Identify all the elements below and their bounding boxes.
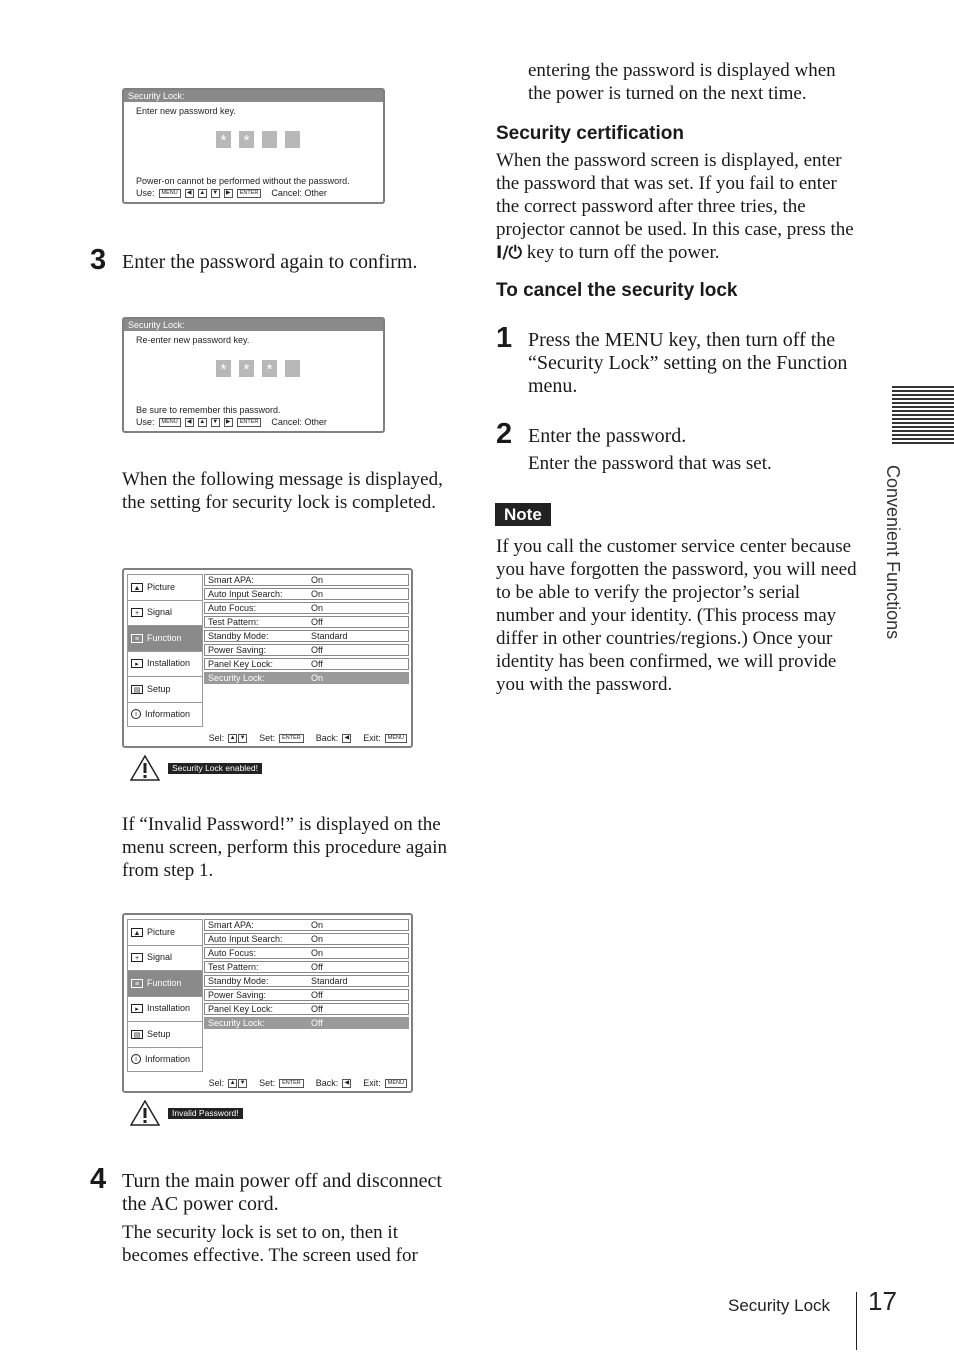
- menu-item-label: Installation: [147, 658, 191, 668]
- password-char: [262, 131, 277, 148]
- power-key-icon: I/⏻: [496, 243, 522, 263]
- menu-item-signal: [127, 945, 203, 971]
- step-number: 2: [496, 418, 513, 450]
- step-text: Press the MENU key, then turn off the “Security Lock” setting on the Function menu.: [528, 329, 848, 397]
- setting-label: Panel Key Lock:: [208, 1004, 274, 1014]
- menu-item-label: Picture: [147, 581, 176, 592]
- setting-row: [204, 947, 409, 959]
- setting-label: Panel Key Lock:: [208, 659, 274, 669]
- signal-icon: +: [131, 953, 143, 962]
- menu-item-installation: [127, 651, 203, 677]
- menu-sidebar: [127, 919, 203, 1072]
- setting-row: [204, 989, 409, 1001]
- menu-key-icon: MENU: [159, 418, 181, 427]
- menu-item-label: Signal: [147, 952, 173, 962]
- function-menu-enabled: [122, 568, 413, 748]
- setting-label: Security Lock:: [208, 673, 265, 683]
- left-arrow-icon: ◀: [185, 418, 194, 427]
- down-arrow-icon: ▼: [239, 1079, 246, 1086]
- setting-row: [204, 658, 409, 670]
- setting-label: Smart APA:: [208, 920, 254, 930]
- setting-value: On: [311, 948, 324, 958]
- menu-item-label: Setup: [147, 683, 171, 694]
- menu-item-function: [127, 970, 203, 996]
- menu-item-signal: [127, 600, 203, 626]
- warning-message: [130, 1100, 243, 1126]
- menu-settings: [204, 919, 409, 1031]
- setting-value: On: [311, 589, 324, 599]
- screen-prompt: Re-enter new password key.: [136, 335, 250, 345]
- setting-value: Off: [311, 990, 323, 1000]
- certification-text-b: key to turn off the power.: [521, 242, 720, 263]
- installation-icon: ▸: [131, 659, 143, 668]
- setting-label: Test Pattern:: [208, 962, 259, 972]
- section-tab-stripes: [892, 386, 954, 446]
- menu-item-picture: [127, 919, 203, 945]
- menu-footer: [209, 1078, 407, 1088]
- footer-set-label: Set:: [259, 733, 276, 743]
- setting-row: [204, 933, 409, 945]
- setting-value: Standard: [311, 631, 348, 641]
- setting-label: Auto Input Search:: [208, 589, 283, 599]
- setting-value: On: [311, 673, 324, 683]
- step-number: 1: [496, 322, 513, 354]
- certification-text-a: When the password screen is displayed, enter the password that was set. If you fail to enter the correct password after three tries, the projector cannot be used. In this case, press the: [496, 150, 854, 240]
- menu-footer: [209, 733, 407, 743]
- cancel-label: Cancel: Other: [271, 417, 327, 427]
- setting-label: Standby Mode:: [208, 631, 269, 641]
- function-menu-invalid: [122, 913, 413, 1093]
- right-arrow-icon: ▶: [224, 418, 233, 427]
- heading-security-certification: Security certification: [496, 123, 684, 144]
- screen-note: Be sure to remember this password.: [136, 405, 281, 415]
- password-char: *: [239, 131, 254, 148]
- setting-row: [204, 961, 409, 973]
- setting-label: Power Saving:: [208, 645, 267, 655]
- footer-sel-label: Sel:: [208, 1078, 225, 1088]
- screen-use-line: [136, 188, 327, 198]
- information-icon: i: [131, 709, 141, 719]
- warning-icon: [130, 1100, 160, 1126]
- setting-value: Off: [311, 962, 323, 972]
- setup-icon: ▤: [131, 1030, 143, 1039]
- setting-value: On: [311, 575, 324, 585]
- footer-exit-label: Exit:: [363, 733, 381, 743]
- step-text: Turn the main power off and disconnect the AC power cord.: [122, 1170, 442, 1215]
- setting-value: On: [311, 934, 324, 944]
- setting-label: Standby Mode:: [208, 976, 269, 986]
- function-icon: ≡: [131, 979, 143, 988]
- picture-icon: ▲: [131, 928, 143, 937]
- installation-icon: ▸: [131, 1004, 143, 1013]
- use-label: Use:: [136, 188, 155, 198]
- password-char: *: [216, 360, 231, 377]
- menu-key-icon: MENU: [385, 1079, 407, 1088]
- password-char: *: [239, 360, 254, 377]
- continued-text: entering the password is displayed when the power is turned on the next time.: [528, 60, 836, 104]
- enter-key-icon: ENTER: [237, 418, 262, 427]
- warning-text: Invalid Password!: [168, 1108, 243, 1119]
- setting-value: On: [311, 603, 324, 613]
- menu-item-label: Information: [145, 1053, 191, 1064]
- setting-row: [204, 574, 409, 586]
- paragraph-invalid: If “Invalid Password!” is displayed on the menu screen, perform this procedure again from step 1.: [122, 814, 447, 881]
- menu-item-label: Function: [147, 977, 182, 988]
- step-text: Enter the password.: [528, 425, 687, 447]
- step-text: Enter the password again to confirm.: [122, 251, 418, 273]
- setting-label: Test Pattern:: [208, 617, 259, 627]
- picture-icon: ▲: [131, 583, 143, 592]
- setting-row: [204, 644, 409, 656]
- certification-text: [496, 149, 858, 265]
- password-stars: [216, 131, 300, 148]
- information-icon: i: [131, 1054, 141, 1064]
- setting-row-selected: [204, 1017, 409, 1029]
- section-tab-label: Convenient Functions: [883, 465, 903, 640]
- heading-cancel-lock: To cancel the security lock: [496, 280, 738, 301]
- warning-text: Security Lock enabled!: [168, 763, 262, 774]
- menu-item-label: Installation: [147, 1003, 191, 1013]
- setting-value: On: [311, 920, 324, 930]
- use-label: Use:: [136, 417, 155, 427]
- setting-row: [204, 975, 409, 987]
- footer-section: Security Lock: [728, 1296, 831, 1315]
- menu-item-picture: [127, 574, 203, 600]
- warning-message: [130, 755, 262, 781]
- menu-item-label: Picture: [147, 926, 176, 937]
- menu-item-information: [127, 1047, 203, 1073]
- setting-value: Off: [311, 617, 323, 627]
- footer-back-label: Back:: [315, 1078, 339, 1088]
- left-arrow-icon: ◀: [342, 734, 351, 743]
- password-screen-enter: [122, 88, 385, 204]
- step-number: 4: [90, 1163, 107, 1195]
- enter-key-icon: ENTER: [279, 734, 304, 743]
- setting-label: Auto Focus:: [208, 603, 257, 613]
- enter-key-icon: ENTER: [237, 189, 262, 198]
- footer-divider: [856, 1292, 857, 1350]
- setting-row: [204, 630, 409, 642]
- down-arrow-icon: ▼: [239, 734, 246, 741]
- warning-icon: [130, 755, 160, 781]
- setting-label: Auto Focus:: [208, 948, 257, 958]
- note-text: If you call the customer service center because you have forgotten the password, you will need to be able to verify the projector’s serial number and your identity. (This process may differ in other countries/regions.) Once your identity has been confirmed, we will provide you with the password.: [496, 536, 857, 695]
- setting-label: Auto Input Search:: [208, 934, 283, 944]
- screen-note: Power-on cannot be performed without the password.: [136, 176, 350, 186]
- footer-back-label: Back:: [315, 733, 339, 743]
- function-icon: ≡: [131, 634, 143, 643]
- setting-value: Off: [311, 659, 323, 669]
- footer-exit-label: Exit:: [363, 1078, 381, 1088]
- screen-title: Security Lock:: [124, 90, 383, 102]
- step-number: 3: [90, 244, 107, 276]
- up-arrow-icon: ▲: [229, 1079, 236, 1086]
- up-arrow-icon: ▲: [229, 734, 236, 741]
- down-arrow-icon: ▼: [212, 418, 219, 425]
- cancel-label: Cancel: Other: [271, 188, 327, 198]
- setting-value: Off: [311, 645, 323, 655]
- setting-row-selected: [204, 672, 409, 684]
- up-arrow-icon: ▲: [199, 189, 206, 196]
- menu-item-setup: [127, 676, 203, 702]
- password-char: *: [262, 360, 277, 377]
- setting-row: [204, 588, 409, 600]
- password-char: [285, 131, 300, 148]
- menu-item-information: [127, 702, 203, 728]
- enter-key-icon: ENTER: [279, 1079, 304, 1088]
- setting-label: Power Saving:: [208, 990, 267, 1000]
- menu-item-label: Information: [145, 708, 191, 719]
- menu-item-function: [127, 625, 203, 651]
- paragraph-completed: When the following message is displayed, the setting for security lock is completed.: [122, 469, 443, 513]
- menu-item-label: Signal: [147, 607, 173, 617]
- note-badge: Note: [495, 503, 551, 526]
- menu-item-installation: [127, 996, 203, 1022]
- setting-row: [204, 602, 409, 614]
- footer-sel-label: Sel:: [208, 733, 225, 743]
- setting-value: Off: [311, 1004, 323, 1014]
- setting-value: Standard: [311, 976, 348, 986]
- left-arrow-icon: ◀: [342, 1079, 351, 1088]
- setting-row: [204, 1003, 409, 1015]
- setting-label: Smart APA:: [208, 575, 254, 585]
- screen-prompt: Enter new password key.: [136, 106, 236, 116]
- menu-key-icon: MENU: [159, 189, 181, 198]
- menu-key-icon: MENU: [385, 734, 407, 743]
- password-char: [285, 360, 300, 377]
- step-detail: The security lock is set to on, then it becomes effective. The screen used for: [122, 1222, 418, 1266]
- page-number: 17: [868, 1286, 897, 1316]
- menu-item-label: Setup: [147, 1028, 171, 1039]
- right-arrow-icon: ▶: [224, 189, 233, 198]
- password-stars: [216, 360, 300, 377]
- left-arrow-icon: ◀: [185, 189, 194, 198]
- screen-use-line: [136, 417, 327, 427]
- setting-row: [204, 919, 409, 931]
- setup-icon: ▤: [131, 685, 143, 694]
- screen-title: Security Lock:: [124, 319, 383, 331]
- up-arrow-icon: ▲: [199, 418, 206, 425]
- setting-label: Security Lock:: [208, 1018, 265, 1028]
- setting-row: [204, 616, 409, 628]
- step-detail: Enter the password that was set.: [528, 453, 772, 474]
- menu-sidebar: [127, 574, 203, 727]
- menu-settings: [204, 574, 409, 686]
- down-arrow-icon: ▼: [212, 189, 219, 196]
- password-screen-reenter: [122, 317, 385, 433]
- footer-set-label: Set:: [259, 1078, 276, 1088]
- password-char: *: [216, 131, 231, 148]
- menu-item-setup: [127, 1021, 203, 1047]
- setting-value: Off: [311, 1018, 323, 1028]
- menu-item-label: Function: [147, 632, 182, 643]
- signal-icon: +: [131, 608, 143, 617]
